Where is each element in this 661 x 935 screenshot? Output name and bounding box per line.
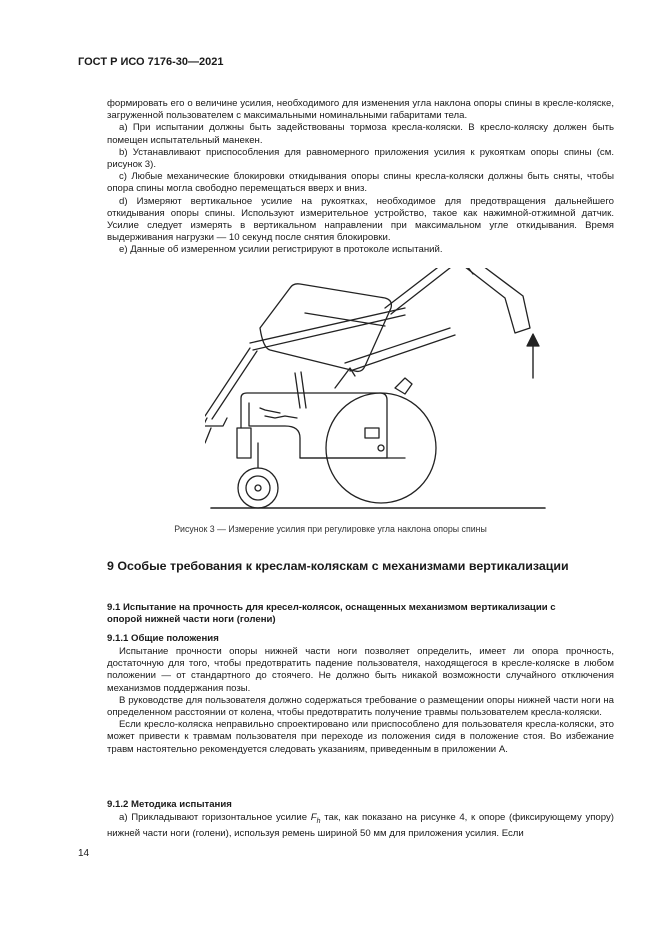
paragraph: Испытание прочности опоры нижней части ноги позволяет определить, имеет ли опора прочность, достаточную для того, чтобы предотвратить падение пользователя, находящегося в кресле-коляске в любом положении — от стандартного до стоячего. Не должно быть никакой возможности случайного отключения механизмов поддержания позы. bbox=[107, 646, 614, 694]
document-header: ГОСТ Р ИСО 7176-30—2021 bbox=[78, 56, 224, 68]
section-9-1-2-heading: 9.1.2 Методика испытания bbox=[107, 799, 232, 810]
test-method-block bbox=[107, 812, 614, 840]
section-9-1-1-heading: 9.1.1 Общие положения bbox=[107, 633, 219, 644]
intro-text-block bbox=[107, 98, 614, 257]
force-symbol: F bbox=[310, 812, 317, 823]
force-subscript: h bbox=[316, 817, 321, 825]
paragraph-item-c: c) Любые механические блокировки откидывания опоры спины кресла-коляски должны быть сняты, чтобы опора спины могла свободно перемещаться вверх и вниз. bbox=[107, 171, 614, 195]
general-provisions-block bbox=[107, 646, 614, 756]
figure-caption: Рисунок 3 — Измерение усилия при регулировке угла наклона опоры спины bbox=[174, 524, 487, 534]
paragraph-item-d: d) Измеряют вертикальное усилие на рукоятках, необходимое для предотвращения дальнейшего откидывания опоры спины. Используют измерительное устройство, такое как нажимной-отжимной датчик. Усилие следует измерять в вертикальном направлении при максимальном угле откидывания. Время выдерживания нагрузки — 10 секунд после снятия блокировки. bbox=[107, 195, 614, 244]
paragraph: Если кресло-коляска неправильно спроектировано или приспособлено для пользователя кресла-коляски, это может привести к травмам пользователя при переходе из положения сидя в положение стоя. Во избежание травм настоятельно рекомендуется следовать указаниям, приведенным в приложении А. bbox=[107, 719, 614, 755]
paragraph-item-a: а) При испытании должны быть задействованы тормоза кресла-коляски. В кресло-коляску должен быть помещен испытательный манекен. bbox=[107, 122, 614, 146]
paragraph-item-e: е) Данные об измеренном усилии регистрируют в протоколе испытаний. bbox=[119, 244, 443, 256]
section-9-heading: 9 Особые требования к креслам-коляскам с механизмами вертикализации bbox=[107, 559, 569, 573]
wheelchair-figure bbox=[205, 268, 555, 513]
paragraph-item-a bbox=[107, 812, 614, 840]
page-number: 14 bbox=[78, 848, 90, 859]
paragraph-suffix: так, как показано на рисунке 4, к опоре (фиксирующему упору) нижней части ноги (голени), используя ремень шириной 50 мм для приложения усилия. Если bbox=[107, 812, 614, 840]
paragraph: В руководстве для пользователя должно содержаться требование о размещении опоры нижней части ноги на определенном расстоянии от колена, чтобы предотвратить получение травмы пользователем кресла-коляски. bbox=[107, 694, 614, 719]
paragraph-item-b: b) Устанавливают приспособления для равномерного приложения усилия к рукояткам опоры спины (см. рисунок 3). bbox=[107, 146, 614, 171]
paragraph-prefix: а) Прикладывают горизонтальное усилие bbox=[119, 812, 311, 823]
section-9-1-heading: 9.1 Испытание на прочность для кресел-колясок, оснащенных механизмом вертикализации с опорой нижней части ноги (голени) bbox=[107, 602, 556, 626]
paragraph: формировать его о величине усилия, необходимого для изменения угла наклона опоры спины в кресле-коляске, загруженной пользователем с максимальными номинальными габаритами тела. bbox=[107, 98, 614, 122]
